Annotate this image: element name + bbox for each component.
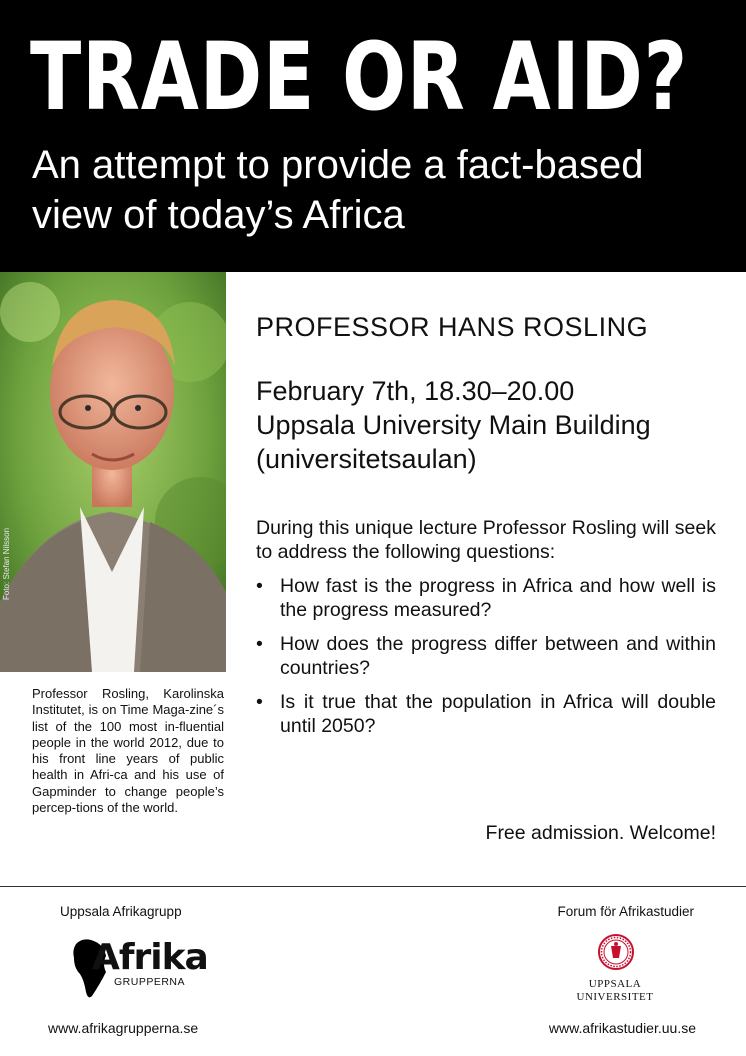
list-item <box>256 690 716 738</box>
page-title: TRADE OR AID? <box>30 23 689 132</box>
event-date-time: February 7th, 18.30–20.00 <box>256 376 575 406</box>
footer-divider <box>0 886 746 887</box>
afrika-logo-word: Afrika <box>92 937 208 978</box>
organizer-left-name: Uppsala Afrikagrupp <box>60 904 182 919</box>
event-venue-detail: (universitetsaulan) <box>256 444 477 474</box>
organizer-right-name: Forum för Afrikastudier <box>557 904 694 919</box>
page-subtitle: An attempt to provide a fact-based view of today’s Africa <box>32 143 644 237</box>
admission-note: Free admission. Welcome! <box>485 822 716 844</box>
speaker-name: PROFESSOR HANS ROSLING <box>256 312 649 342</box>
university-wordmark <box>570 978 660 1004</box>
afrikagrupperna-link[interactable]: www.afrikagrupperna.se <box>48 1020 199 1036</box>
university-wordmark-line2: UNIVERSITET <box>576 991 654 1003</box>
afrikagrupperna-logo <box>70 934 208 1004</box>
question-text: How fast is the progress in Africa and how well is the progress measured? <box>280 575 716 621</box>
speaker-caption: Professor Rosling, Karolinska Institutet, is on Time Maga-zine´s list of the 100 most in-fluential people in the world 2012, due to his front line years of public health in Afri-ca and his use of Gapminder to change people’s percep-tions of the world. <box>32 686 224 816</box>
questions-list <box>256 574 716 738</box>
photo-credit <box>2 580 102 600</box>
uppsala-university-logo <box>570 934 660 1014</box>
list-item <box>256 574 716 622</box>
bullet-icon: • <box>256 575 263 597</box>
bullet-icon: • <box>256 691 263 713</box>
list-item <box>256 632 716 680</box>
lecture-intro: During this unique lecture Professor Rosling will seek to address the following questions: <box>256 517 716 563</box>
university-wordmark-line1: UPPSALA <box>588 978 642 990</box>
event-info <box>256 374 716 476</box>
event-venue: Uppsala University Main Building <box>256 410 651 440</box>
question-text: Is it true that the population in Africa will double until 2050? <box>280 691 716 737</box>
speaker-photo <box>0 272 226 672</box>
event-details <box>256 300 716 748</box>
afrikastudier-link[interactable]: www.afrikastudier.uu.se <box>548 1020 696 1036</box>
afrika-logo-sub: GRUPPERNA <box>114 976 186 988</box>
header-banner <box>0 0 746 272</box>
university-seal-icon <box>598 934 634 970</box>
bullet-icon: • <box>256 633 263 655</box>
question-text: How does the progress differ between and within countries? <box>280 633 716 679</box>
